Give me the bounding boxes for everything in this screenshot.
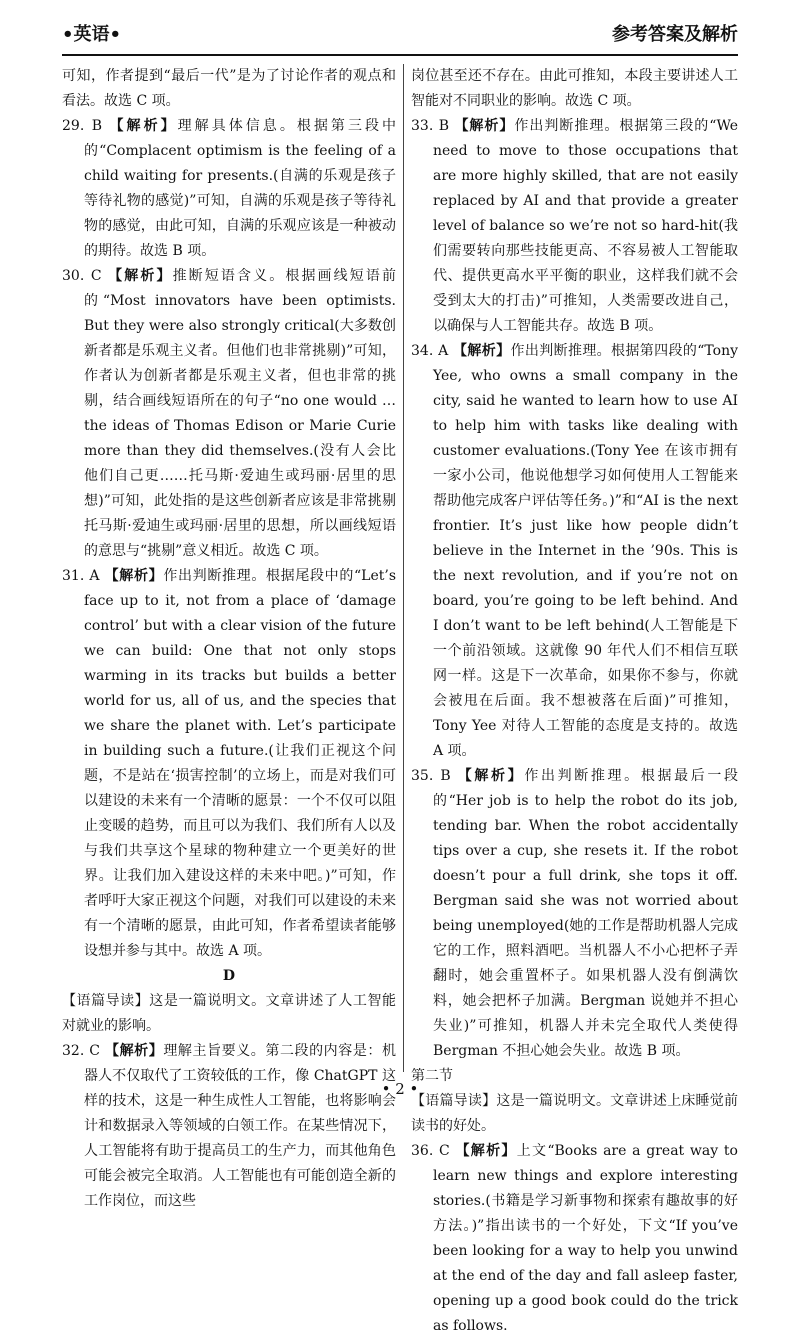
question-number: 29. B	[62, 118, 110, 134]
analysis-tag: 【解析】	[104, 568, 164, 584]
page-number: • 2 •	[381, 1080, 419, 1098]
subject-label: •英语•	[62, 24, 122, 45]
answer-item	[411, 1139, 738, 1339]
column-divider	[403, 64, 404, 1072]
answer-item	[62, 1039, 396, 1214]
question-number: 33. B	[411, 118, 455, 134]
section-heading: 第二节	[411, 1068, 453, 1084]
analysis-text: 作出判断推理。根据尾段中的“Let’s face up to it, not from a place of ‘damage control’ but with a clear vision of the future we can build: One that not only stops warming in its tracks but builds a better world for us, all of us, and the species that we share the planet with. Let’s participate in building such a future.(让我们正视这个问题，不是站在‘损害控制’的立场上，而是对我们可以建设的未来有一个清晰的愿景：一个不仅可以阻止变暖的趋势，而且可以为我们、我们所有人以及与我们共享这个星球的物种建立一个更美好的世界。让我们加入建设这样的未来中吧。)”可知，作者呼吁大家正视这个问题，对我们可以建设的未来有一个清晰的愿景，由此可知，作者希望读者能够设想并参与其中。故选 A 项。	[84, 568, 397, 959]
answer-item	[411, 114, 738, 339]
analysis-tag: 【解析】	[453, 343, 511, 359]
analysis-text: 理解主旨要义。第二段的内容是：机器人不仅取代了工资较低的工作，像 ChatGPT 这样的技术，这是一种生成性人工智能，也将影响会计和数据录入等领域的白领工作。在某些情况下，人工智能将有助于提高员工的生产力，而其他角色可能会被完全取消。人工智能也有可能创造全新的工作岗位，而这些	[84, 1043, 396, 1209]
analysis-tag: 【解析】	[455, 1143, 517, 1159]
question-number: 32. C	[62, 1043, 106, 1059]
page-header	[62, 14, 738, 56]
analysis-text: 作出判断推理。根据第四段的“Tony Yee, who owns a small company in the city, said he wanted to learn how to use AI to help him with tasks like dealing with customer evaluations.(Tony Yee 在该市拥有一家小公司，他说他想学习如何使用人工智能来帮助他完成客户评估等任务。)”和“AI is the next frontier. It’s just like how people didn’t believe in the Internet in the ’90s. This is the next revolution, and if you’re not on board, you’re going to be left behind. And I don’t want to be left behind(人工智能是下一个前沿领域。这就像 90 年代人们不相信互联网一样。这是下一次革命，如果你不参与，你就会被甩在后面。我不想被落在后面)”可推知，Tony Yee 对待人工智能的态度是支持的。故选 A 项。	[433, 343, 739, 759]
analysis-tag: 【解析】	[108, 268, 173, 284]
right-column	[411, 64, 739, 1334]
section-title: 参考答案及解析	[612, 24, 738, 45]
paragraph: 【语篇导读】这是一篇说明文。文章讲述上床睡觉前读书的好处。	[411, 1093, 738, 1134]
question-number: 36. C	[411, 1143, 456, 1159]
paragraph: 岗位甚至还不存在。由此可推知，本段主要讲述人工智能对不同职业的影响。故选 C 项。	[411, 68, 738, 109]
question-number: 34. A	[411, 343, 454, 359]
analysis-text: 理解具体信息。根据第三段中的“Complacent optimism is the feeling of a child waiting for presents.(自满的乐观是孩子等待礼物的感觉)”可知，自满的乐观是孩子等待礼物的感觉，由此可知，自满的乐观应该是一种被动的期待。故选 B 项。	[84, 118, 397, 259]
answer-item	[62, 114, 396, 264]
paragraph: 【语篇导读】这是一篇说明文。文章讲述了人工智能对就业的影响。	[62, 993, 396, 1034]
answer-item	[411, 764, 738, 1064]
question-number: 31. A	[62, 568, 105, 584]
analysis-tag: 【解析】	[454, 118, 515, 134]
analysis-text: 推断短语含义。根据画线短语前的“Most innovators have been optimists. But they were also strongly critical(大多数创新者都是乐观主义者。但他们也非常挑剔)”可知，作者认为创新者都是乐观主义者，但也非常的挑剔，结合画线短语所在的句子“no one would … the ideas of Thomas Edison or Marie Curie more than they did themselves.(没有人会比他们自己更……托马斯·爱迪生或玛丽·居里的思想)”可知，此处指的是这些创新者应该是非常挑剔托马斯·爱迪生或玛丽·居里的思想，所以画线短语的意思与“挑剔”意义相近。故选 C 项。	[84, 268, 397, 559]
analysis-text: 作出判断推理。根据第三段的“We need to move to those occupations that are more highly skilled, that are not easily replaced by AI and that provide a greater level of balance so we’re not so hard-hit(我们需要转向那些技能更高、不容易被人工智能取代、提供更高水平平衡的职业，这样我们就不会受到太大的打击)”可推知，人类需要改进自己，以确保与人工智能共存。故选 B 项。	[433, 118, 738, 334]
analysis-tag: 【解析】	[109, 118, 178, 134]
analysis-text: 作出判断推理。根据最后一段的“Her job is to help the robot do its job, tending bar. When the robot accidentally tips over a cup, she resets it. If the robot doesn’t pour a full drink, she tops it off. Bergman said she was not worried about being unemployed(她的工作是帮助机器人完成它的工作，照料酒吧。当机器人不小心把杯子弄翻时，她会重置杯子。如果机器人没有倒满饮料，她会把杯子加满。Bergman 说她并不担心失业)”可推知，机器人并未完全取代人类使得 Bergman 不担心她会失业。故选 B 项。	[433, 768, 739, 1059]
analysis-tag: 【解析】	[105, 1043, 164, 1059]
analysis-tag: 【解析】	[457, 768, 525, 784]
analysis-text: 上文“Books are a great way to learn new things and explore interesting stories.(书籍是学习新事物和探索有趣故事的好方法。)”指出读书的一个好处，下文“If you’ve been looking for a way to help you unwind at the end of the day and fall asleep faster, opening up a good book could do the trick as follows.	[433, 1143, 738, 1334]
answer-item	[62, 564, 396, 964]
answer-item	[411, 339, 738, 764]
answer-item	[62, 264, 396, 564]
paragraph: 可知，作者提到“最后一代”是为了讨论作者的观点和看法。故选 C 项。	[62, 68, 396, 109]
left-column	[62, 64, 397, 1209]
section-letter: D	[222, 968, 236, 984]
question-number: 30. C	[62, 268, 109, 284]
question-number: 35. B	[411, 768, 458, 784]
